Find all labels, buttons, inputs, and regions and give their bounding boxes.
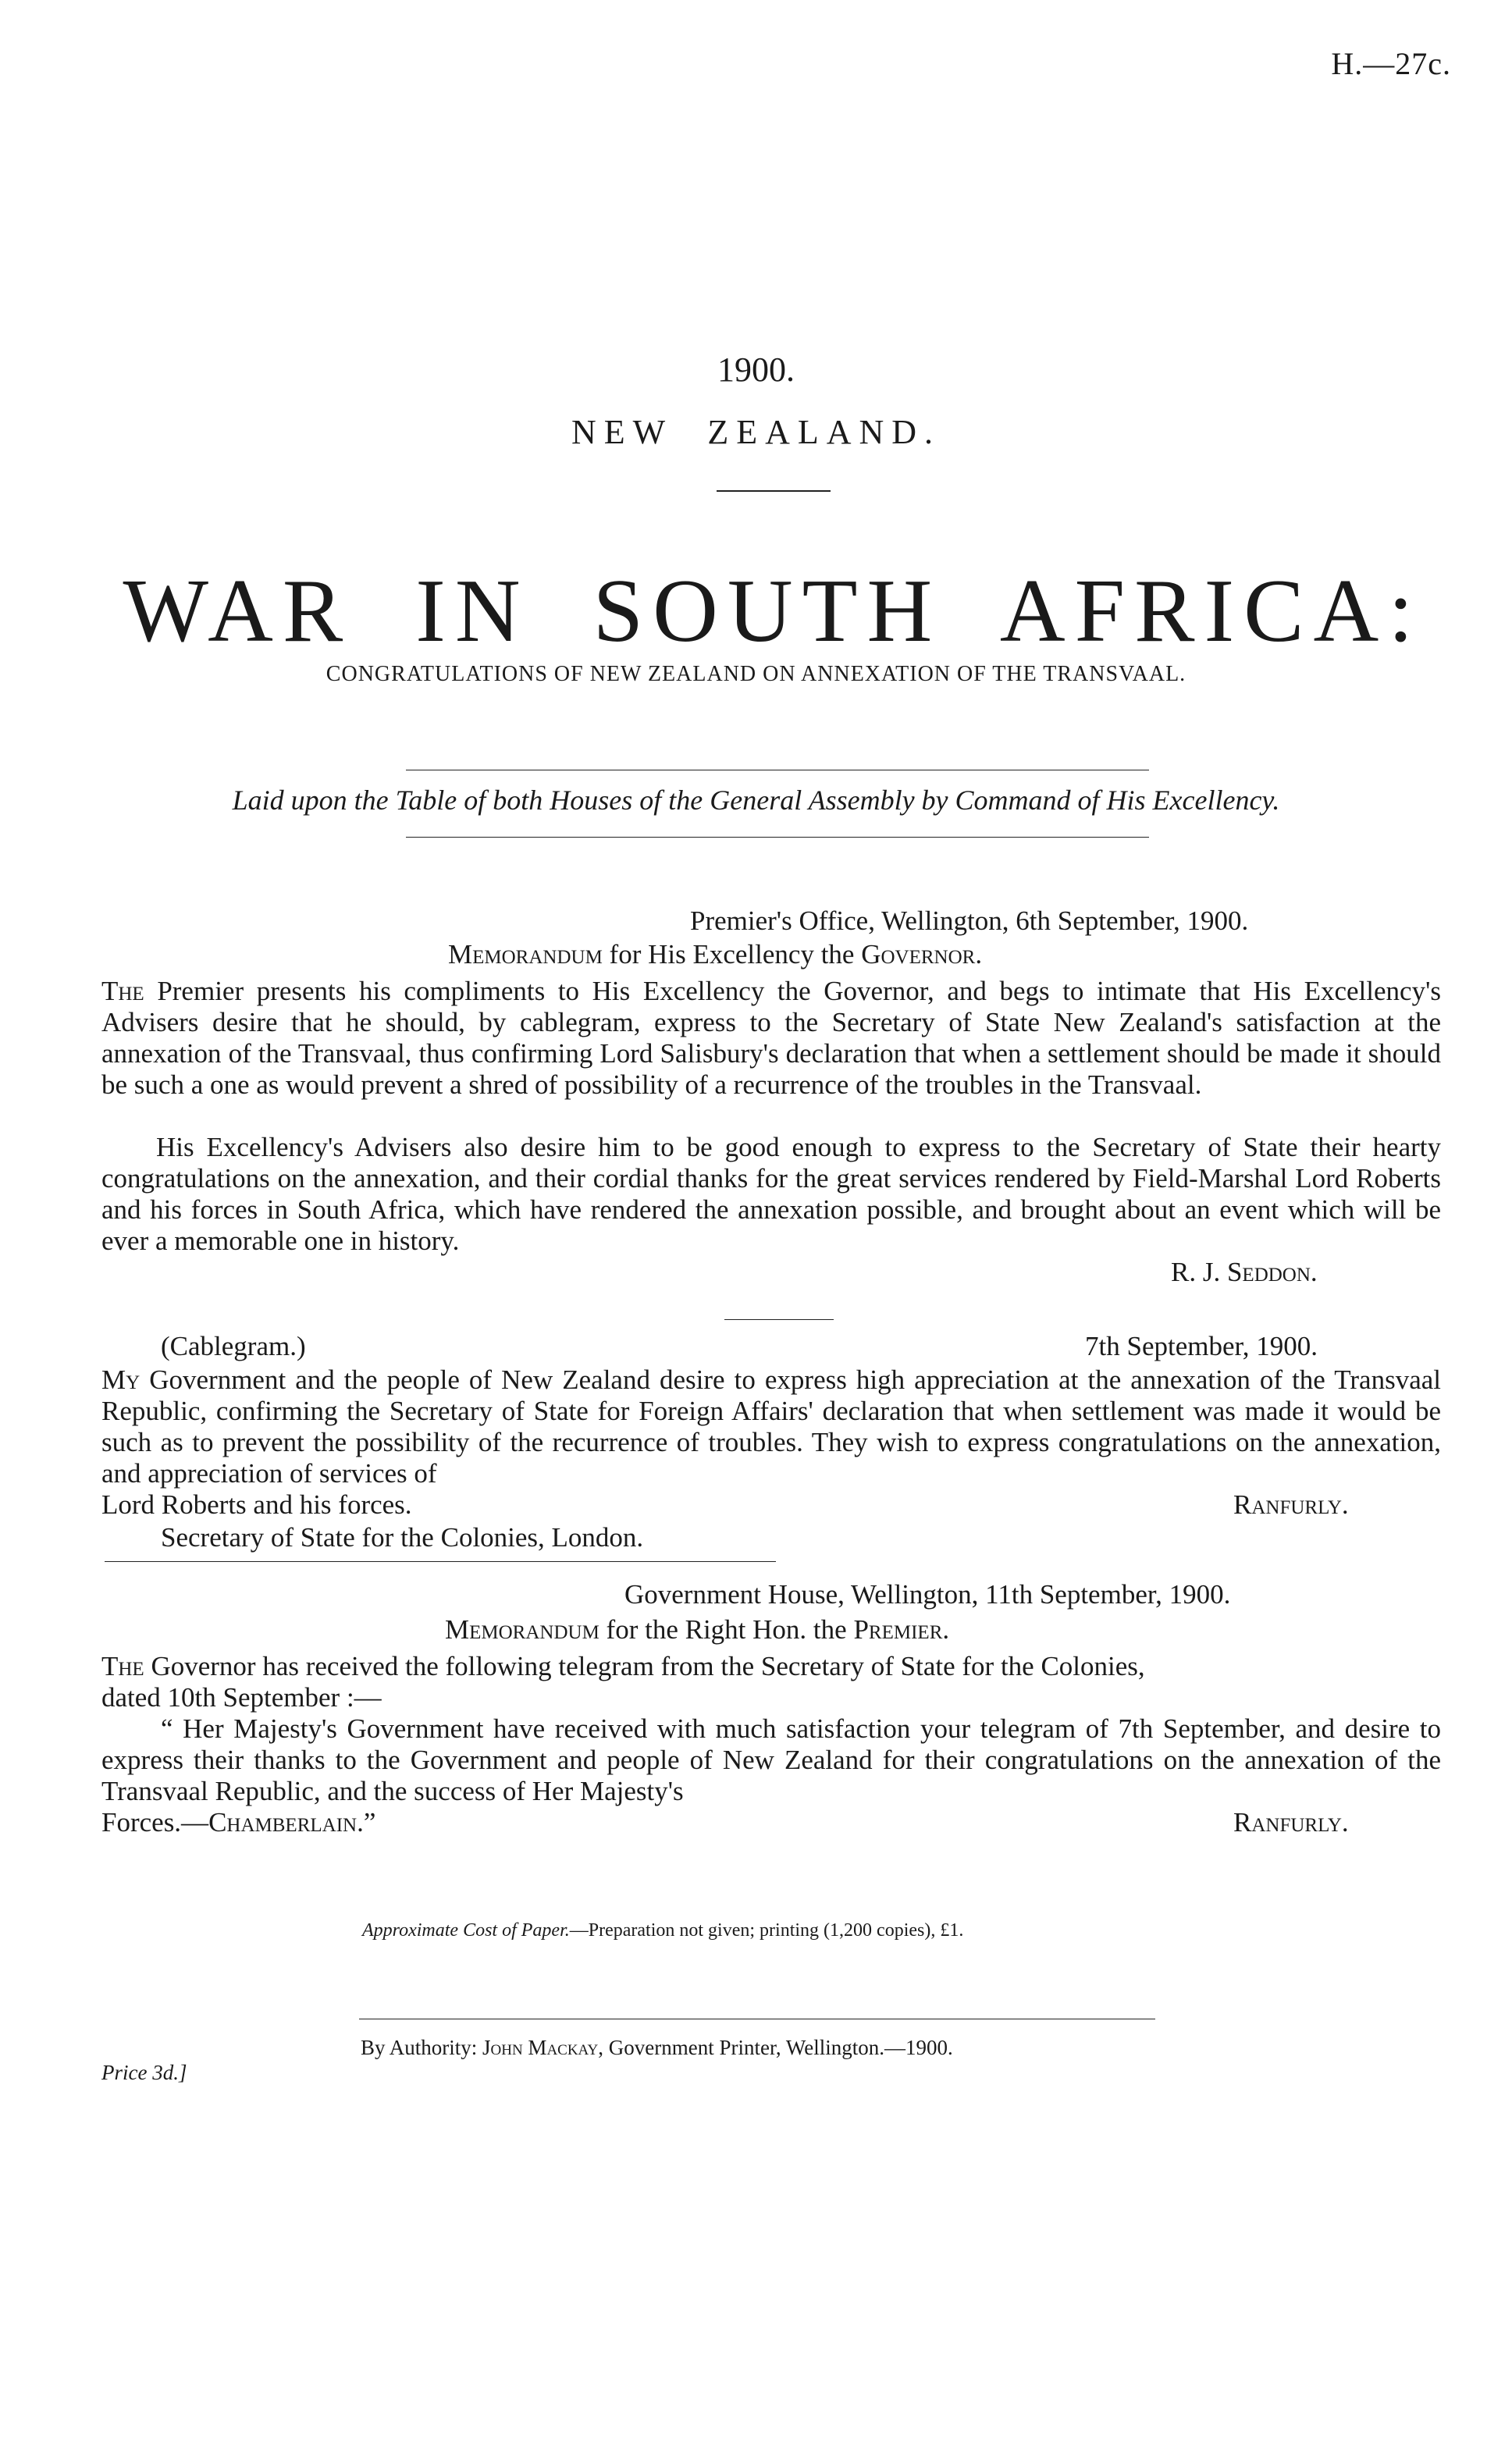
country: NEW ZEALAND. [571, 413, 941, 451]
memo2-p1-lead: The [101, 1651, 144, 1681]
divider [717, 490, 831, 492]
printer-authority [361, 2036, 953, 2060]
memo1-heading-middle: for His Excellency the [602, 939, 862, 970]
cable-signature: Ranfurly. [1233, 1489, 1349, 1520]
cable-label: (Cablegram.) [161, 1331, 306, 1361]
memo2-place-date: Government House, Wellington, 11th September, 1900. [624, 1579, 1231, 1610]
page-title: WAR IN SOUTH AFRICA: [123, 561, 1423, 661]
authority-a: By Authority: [361, 2036, 483, 2059]
memo2-heading [445, 1614, 949, 1645]
cost-label: Approximate Cost of Paper. [362, 1920, 570, 1941]
memo1-heading [448, 939, 982, 970]
authority-c: , Government Printer, Wellington.—1900. [598, 2036, 953, 2059]
memo1-p1-text: Premier presents his compliments to His Excellency the Governor, and begs to intimate that His Excellency's Advisers desire that he should, by cablegram, express to the Secretary of State New Zealand's satisfaction at the annexation of the Transvaal, thus confirming Lord Salisbury's declaration that when a settlement should be made it should be such a one as would prevent a shred of possibility of a recurrence of the troubles in the Transvaal. [101, 976, 1441, 1100]
memo2-telegram-last-line [101, 1807, 375, 1838]
memo2-last-b: Chamberlain. [208, 1807, 364, 1838]
memo2-telegram: “ Her Majesty's Government have received with much satisfaction your telegram of 7th September, and desire to express their thanks to the Government and people of New Zealand for their congratulations on the annexation of the Transvaal Republic, and the success of Her Majesty's [101, 1713, 1441, 1806]
memo1-signature: R. J. Seddon. [1171, 1257, 1318, 1287]
cable-date: 7th September, 1900. [1085, 1331, 1318, 1361]
authority-b: John Mackay [482, 2036, 599, 2059]
memo2-paragraph-1-line2: dated 10th September :— [101, 1682, 382, 1713]
memo1-paragraph-2: His Excellency's Advisers also desire him to be good enough to express to the Secretary of State their hearty congratulations on the annexation, and their cordial thanks for the great services rendered by Field-Marshal Lord Roberts and his forces in South Africa, which have rendered the annexation possible, and brought about an event which will be ever a memorable one in history. [101, 1132, 1441, 1256]
cable-p1-lead: My [101, 1364, 141, 1395]
cable-p1-text: Government and the people of New Zealand desire to express high appreciation at the annexation of the Transvaal Republic, confirming the Secretary of State for Foreign Affairs' declaration that when settlement was made it would be such as to prevent the possibility of the recurrence of troubles. They wish to express congratulations on the annexation, and appreciation of services of [101, 1364, 1441, 1489]
cable-last-line: Lord Roberts and his forces. [101, 1489, 412, 1520]
subtitle: CONGRATULATIONS OF NEW ZEALAND ON ANNEXATION OF THE TRANSVAAL. [326, 662, 1186, 686]
approximate-cost [362, 1920, 963, 1941]
price: Price 3d.] [101, 2061, 187, 2084]
memo1-heading-memorandum: Memorandum [448, 939, 603, 970]
cost-text: —Preparation not given; printing (1,200 copies), £1. [569, 1920, 964, 1941]
memo2-last-c: ” [363, 1807, 376, 1838]
memo2-last-a: Forces.— [101, 1807, 209, 1838]
year: 1900. [717, 350, 795, 389]
memo1-heading-addressee: Governor. [861, 939, 983, 970]
memo2-heading-memorandum: Memorandum [445, 1614, 599, 1645]
cable-addressee: Secretary of State for the Colonies, London. [161, 1522, 644, 1553]
memo1-p1-lead: The [101, 976, 144, 1006]
memo2-heading-addressee: Premier. [853, 1614, 950, 1645]
laid-statement: Laid upon the Table of both Houses of the General Assembly by Command of His Excellency. [232, 784, 1280, 816]
memo1-place-date: Premier's Office, Wellington, 6th September, 1900. [690, 905, 1249, 936]
divider [406, 837, 1149, 838]
divider [724, 1319, 834, 1320]
document-reference: H.—27c. [1331, 46, 1451, 81]
cable-paragraph [101, 1364, 1441, 1489]
memo1-paragraph-1 [101, 976, 1441, 1101]
divider [105, 1561, 776, 1562]
memo2-heading-middle: for the Right Hon. the [599, 1614, 854, 1645]
memo2-signature: Ranfurly. [1233, 1807, 1349, 1838]
memo2-p1-text: Governor has received the following telegram from the Secretary of State for the Colonies, [144, 1651, 1145, 1681]
memo2-paragraph-1 [101, 1651, 1145, 1682]
